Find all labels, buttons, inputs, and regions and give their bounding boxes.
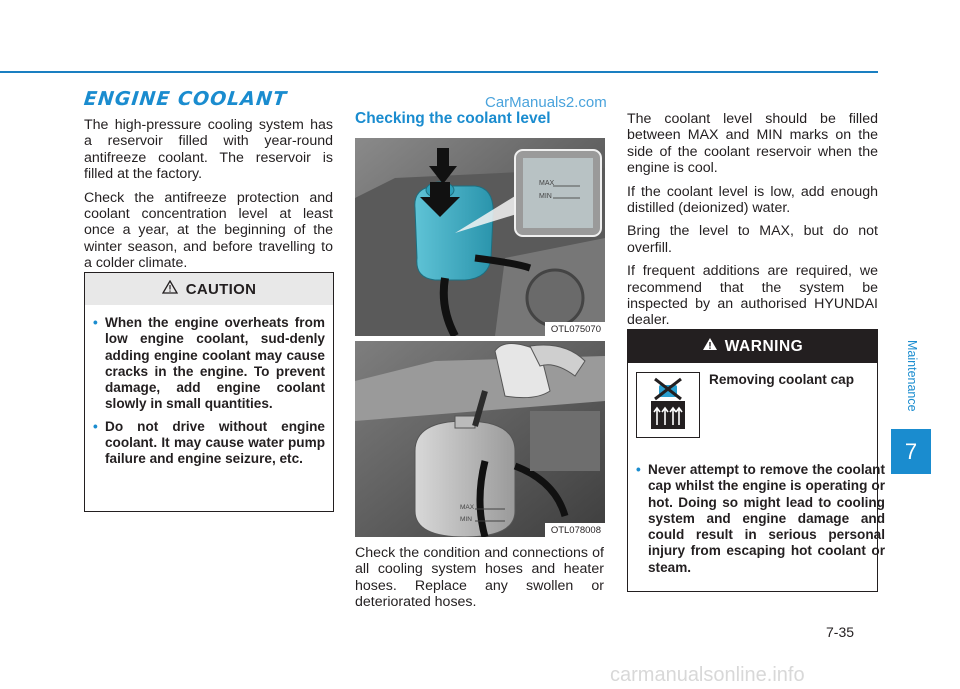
- paragraph: Bring the level to MAX, but do not overfill.: [627, 223, 878, 256]
- paragraph: If frequent additions are required, we recommend that the system be inspected by an authorised HYUNDAI dealer.: [627, 263, 878, 329]
- warning-list: [628, 452, 893, 582]
- list-item: • Never attempt to remove the coolant cap whilst the engine is operating or hot. Doing so might lead to cooling system and engine damage and could result in serious personal injury from escaping hot coolant or steam.: [636, 462, 885, 575]
- column-1: [84, 117, 333, 279]
- column-2-text: [355, 545, 604, 618]
- caution-box: [84, 272, 334, 512]
- max-label: MAX: [460, 504, 475, 511]
- min-label: MIN: [539, 193, 552, 200]
- paragraph: Check the condition and connections of all cooling system hoses and heater hoses. Replace any swollen or deteriorated hoses.: [355, 545, 604, 611]
- hot-coolant-cap-icon: [636, 372, 700, 438]
- caution-triangle-icon: [162, 280, 178, 298]
- top-rule: [0, 71, 878, 73]
- paragraph: The coolant level should be filled between MAX and MIN marks on the side of the coolant reservoir when the engine is cool.: [627, 111, 878, 177]
- warning-icon-label: Removing coolant cap: [709, 372, 855, 387]
- section-title: ENGINE COOLANT: [82, 88, 289, 110]
- column-3: [627, 111, 878, 336]
- chapter-tab: 7: [891, 429, 931, 474]
- paragraph: Check the antifreeze protection and coolant concentration level at least once a year, at the beginning of the winter season, and before travelling to a colder climate.: [84, 189, 333, 272]
- min-label: MIN: [460, 516, 472, 523]
- caution-list: [85, 305, 333, 468]
- paragraph: If the coolant level is low, add enough distilled (deionized) water.: [627, 183, 878, 217]
- warning-header: [628, 330, 877, 363]
- engine-bay-image-2: [355, 341, 605, 537]
- warning-box: [627, 329, 885, 592]
- list-item: • When the engine overheats from low engine coolant, sud-denly adding engine coolant may cause cracks in the engine. To prevent damage, add engine coolant slowly in small quantities.: [93, 315, 325, 412]
- warning-title: WARNING: [724, 337, 804, 355]
- paragraph: The high-pressure cooling system has a reservoir filled with year-round antifreeze coolant. The reservoir is filled at the factory.: [84, 117, 333, 183]
- caution-title: CAUTION: [185, 280, 257, 298]
- image-code: OTL075070: [545, 322, 605, 336]
- caution-header: [85, 273, 333, 305]
- image-code: OTL078008: [545, 523, 605, 537]
- engine-bay-image-1: [355, 138, 605, 336]
- max-label: MAX: [539, 180, 555, 187]
- list-item: • Do not drive without engine coolant. It may cause water pump failure and engine seizure, etc.: [93, 418, 325, 467]
- warning-triangle-icon: [702, 337, 718, 356]
- section-side-label: Maintenance: [905, 340, 919, 412]
- subheading: Checking the coolant level: [355, 110, 551, 127]
- footer-watermark: carmanualsonline.info: [610, 664, 805, 686]
- page-number: 7-35: [826, 624, 855, 640]
- watermark-text: CarManuals2.com: [485, 94, 607, 111]
